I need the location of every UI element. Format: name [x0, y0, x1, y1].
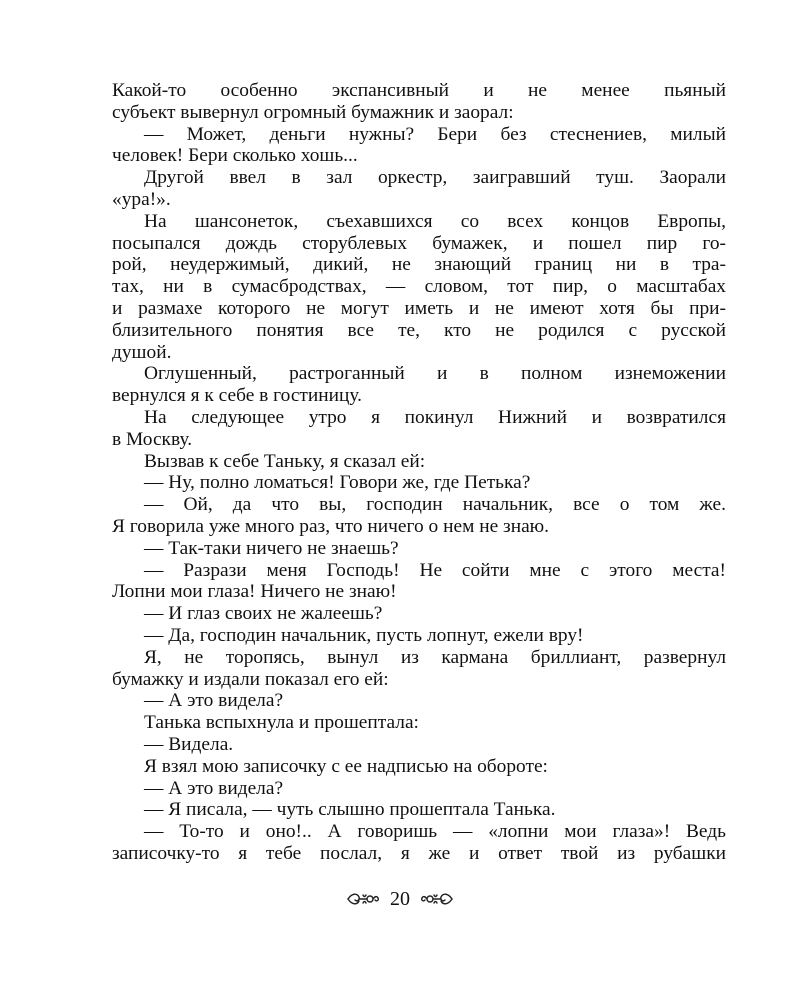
page-footer	[0, 884, 800, 914]
text-line: — Разрази меня Господь! Не сойти мне с этого места!	[144, 559, 726, 581]
text-line: — А это видела?	[144, 777, 284, 799]
text-line: Вызвав к себе Таньку, я сказал ей:	[144, 450, 426, 472]
text-line: — Может, деньги нужны? Бери без стеснениев, милый	[144, 123, 726, 145]
text-line: Я взял мою записочку с ее надписью на обороте:	[144, 755, 548, 777]
text-line: Другой ввел в зал оркестр, заигравший туш. Заорали	[144, 167, 726, 189]
text-line: На шансонеток, съехавшихся со всех концов Европы,	[144, 210, 726, 232]
text-line: «ура!».	[112, 188, 171, 210]
text-line: — Ну, полно ломаться! Говори же, где Петька?	[144, 472, 531, 494]
text-line: записочку-то я тебе послал, я же и ответ твой из рубашки	[112, 842, 726, 864]
text-line: рой, неудержимый, дикий, не знающий границ ни в тра-	[112, 254, 726, 276]
text-line: — Я писала, — чуть слышно прошептала Танька.	[144, 799, 556, 821]
text-line: Оглушенный, растроганный и в полном изнеможении	[144, 363, 726, 385]
text-line: — И глаз своих не жалеешь?	[144, 603, 383, 625]
body-text	[112, 80, 726, 865]
text-line: — То-то и оно!.. А говоришь — «лопни мои глаза»! Ведь	[144, 821, 726, 843]
text-line: в Москву.	[112, 428, 193, 450]
text-line: субъект вывернул огромный бумажник и заорал:	[112, 101, 514, 123]
text-line: Танька вспыхнула и прошептала:	[144, 712, 419, 734]
text-line: человек! Бери сколько хошь...	[112, 145, 358, 167]
text-line: — Видела.	[144, 733, 234, 755]
text-line: Лопни мои глаза! Ничего не знаю!	[112, 581, 397, 603]
page-number: 20	[390, 888, 410, 910]
text-line: вернулся я к себе в гостиницу.	[112, 385, 363, 407]
text-line: Я говорила уже много раз, что ничего о нем не знаю.	[112, 515, 550, 537]
ornament-right-icon	[420, 890, 454, 908]
text-line: посыпался дождь сторублевых бумажек, и пошел пир го-	[112, 232, 726, 254]
text-line: — Да, господин начальник, пусть лопнут, ежели вру!	[144, 624, 584, 646]
text-line: Я, не торопясь, вынул из кармана бриллиант, развернул	[144, 646, 726, 668]
text-line: тах, ни в сумасбродствах, — словом, тот пир, о масштабах	[112, 276, 726, 298]
text-line: душой.	[112, 341, 172, 363]
text-line: — Ой, да что вы, господин начальник, все о том же.	[144, 494, 726, 516]
text-line: На следующее утро я покинул Нижний и возвратился	[144, 406, 726, 428]
text-line: бумажку и издали показал его ей:	[112, 668, 389, 690]
text-line: и размахе которого не могут иметь и не имеют хотя бы при-	[112, 297, 726, 319]
text-line: Какой-то особенно экспансивный и не менее пьяный	[112, 80, 726, 101]
text-line: — Так-таки ничего не знаешь?	[144, 537, 399, 559]
ornament-left-icon	[346, 890, 380, 908]
text-line: близительного понятия все те, кто не родился с русской	[112, 319, 726, 341]
text-line: — А это видела?	[144, 690, 284, 712]
